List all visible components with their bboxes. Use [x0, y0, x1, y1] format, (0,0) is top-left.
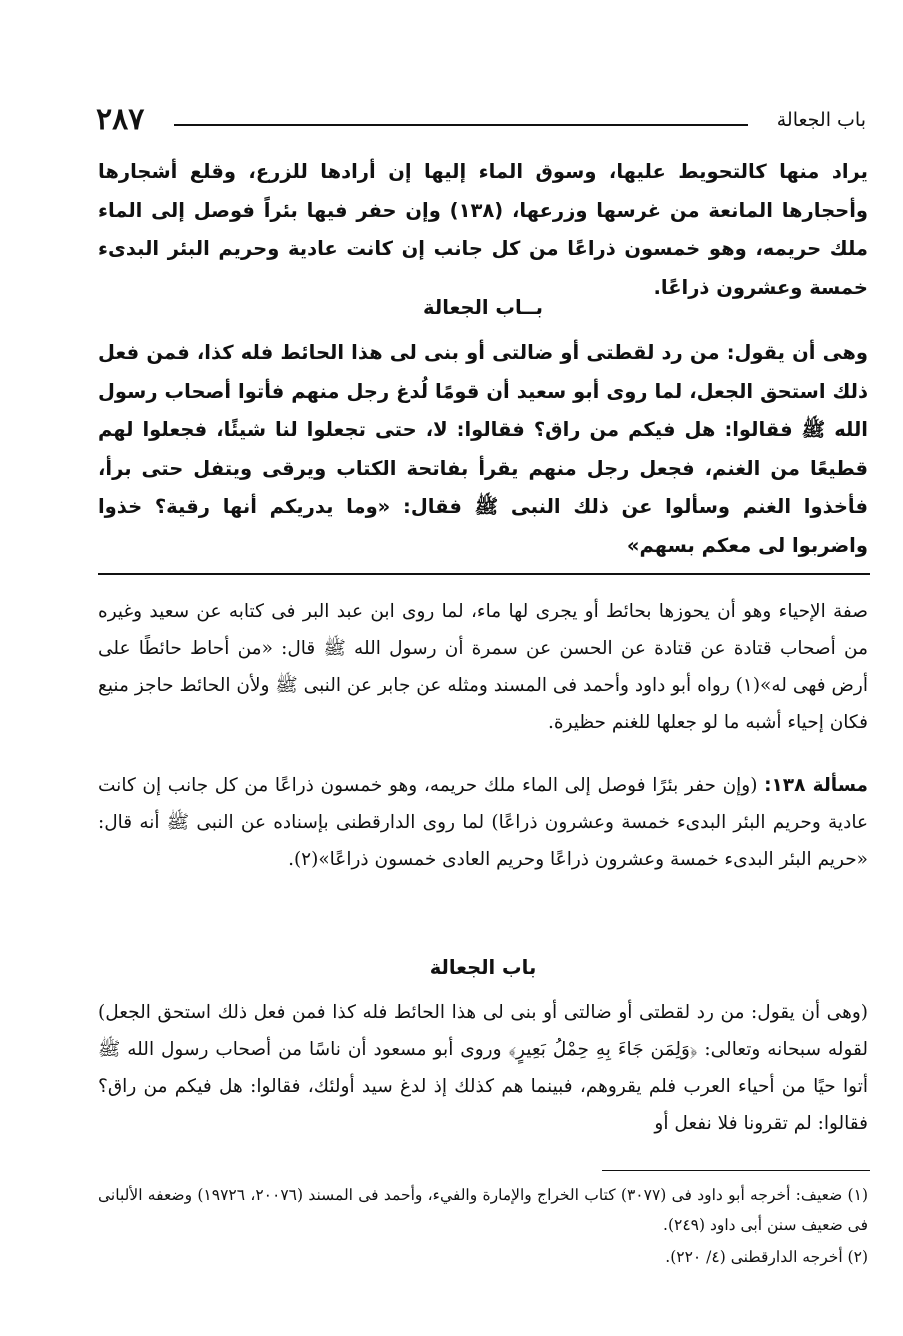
sharh-paragraph-ihya: صفة الإحياء وهو أن يحوزها بحائط أو يجرى لها ماء، لما روى ابن عبد البر فى كتابه عن سعيد وغيره من أصحاب قتادة عن قتادة عن الحسن عن سمرة أن رسول الله ﷺ قال: «من أحاط حائطًا على أرض فهى له»(١) رواه أبو داود وأحمد فى المسند ومثله عن جابر عن النبى ﷺ ولأن الحائط حاجز منيع فكان إحياء أشبه ما لو جعلها للغنم حظيرة.	[98, 601, 869, 733]
masala-text: (وإن حفر بئرًا فوصل إلى الماء ملك حريمه، وهو خمسون ذراعًا من كل جانب إن كانت عادية وحريم البئر البدىء خمسة وعشرون ذراعًا) لما روى الدارقطنى بإسناده عن النبى ﷺ أنه قال: «حريم البئر البدىء خمسة وعشرون ذراعًا وحريم العادى خمسون ذراعًا»(٢).	[98, 775, 868, 870]
header-rule	[174, 124, 748, 126]
chapter-title-sharh: باب الجعالة	[429, 956, 537, 979]
page-number: ٢٨٧	[96, 102, 145, 137]
page-header	[96, 100, 866, 140]
matn-chapter-paragraph: وهى أن يقول: من رد لقطتى أو ضالتى أو بنى لى هذا الحائط فله كذا، فمن فعل ذلك استحق الجعل، لما روى أبو سعيد أن قومًا لُدغ رجل منهم فأتوا أصحاب رسول الله ﷺ فقالوا: هل فيكم من راق؟ فقالوا: لا، حتى تجعلوا لنا شيئًا، فجعلوا لهم قطيعًا من الغنم، فجعل رجل منهم يقرأ بفاتحة الكتاب ويرقى ويتفل حتى برأ، فأخذوا الغنم وسألوا عن ذلك النبى ﷺ فقال: «وما يدريكم أنها رقية؟ خذوا واضربوا لى معكم بسهم»	[98, 341, 868, 557]
footnote-divider	[602, 1170, 870, 1171]
masala-label: مسألة ١٣٨:	[764, 775, 868, 796]
matn-top-paragraph: يراد منها كالتحويط عليها، وسوق الماء إليها إن أرادها للزرع، وقلع أشجارها وأحجارها المانعة من غرسها وزرعها، (١٣٨) وإن حفر فيها بئراً فوصل إلى الماء ملك حريمه، وهو خمسون ذراعًا من كل جانب إن كانت عادية وحريم البئر البدىء خمسة وعشرون ذراعًا.	[98, 160, 869, 299]
footnote-1: (١) ضعيف: أخرجه أبو داود فى (٣٠٧٧) كتاب الخراج والإمارة والفيء، وأحمد فى المسند (٢٠٠٧٦، ١٩٧٢٦) وضعفه الألبانى فى ضعيف سنن أبى داود (٢٤٩).	[98, 1186, 868, 1234]
quoted-matn: (وهى أن يقول: من رد لقطتى أو ضالتى أو بنى لى هذا الحائط فله كذا فمن فعل ذلك استحق الجعل)	[98, 1002, 868, 1023]
masala-paragraph	[98, 767, 868, 878]
sharh-paragraph-jiala	[98, 994, 868, 1142]
chapter-title-main: بــاب الجعالة	[423, 296, 543, 319]
running-title: باب الجعالة	[776, 109, 866, 131]
sharh-jiala-text: لقوله سبحانه وتعالى: ﴿وَلِمَن جَاءَ بِهِ حِمْلُ بَعِيرٍ﴾ وروى أبو مسعود أن ناسًا من أصحاب رسول الله ﷺ أتوا حيًا من أحياء العرب فلم يقروهم، فبينما هم كذلك إذ لدغ سيد أولئك، فقالوا: هل فيكم من راق؟ فقالوا: لم تقرونا فلا نفعل أو	[98, 1039, 868, 1134]
footnote-2: (٢) أخرجه الدارقطنى (٤/ ٢٢٠).	[665, 1248, 868, 1266]
matn-sharh-divider	[98, 573, 870, 575]
